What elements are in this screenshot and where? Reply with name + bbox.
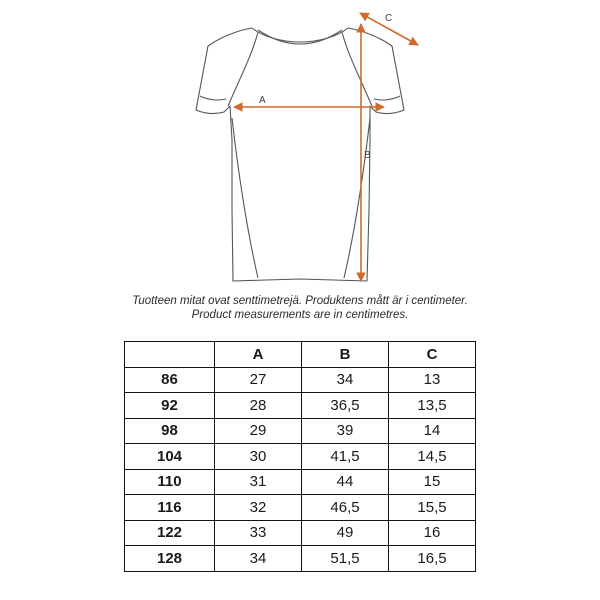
value-c-cell: 14 — [389, 418, 476, 444]
table-row — [125, 393, 476, 419]
size-cell: 92 — [125, 393, 215, 419]
value-c-cell: 13,5 — [389, 393, 476, 419]
value-b-cell: 51,5 — [302, 546, 389, 572]
size-cell: 116 — [125, 495, 215, 521]
table-row — [125, 469, 476, 495]
measurement-caption — [0, 294, 600, 322]
table-row — [125, 367, 476, 393]
value-b-cell: 46,5 — [302, 495, 389, 521]
header-a: A — [215, 342, 302, 368]
value-c-cell: 15 — [389, 469, 476, 495]
table-row — [125, 520, 476, 546]
label-c: C — [385, 13, 393, 24]
value-b-cell: 34 — [302, 367, 389, 393]
value-a-cell: 29 — [215, 418, 302, 444]
value-c-cell: 16 — [389, 520, 476, 546]
header-c: C — [389, 342, 476, 368]
value-a-cell: 31 — [215, 469, 302, 495]
value-a-cell: 30 — [215, 444, 302, 470]
size-cell: 122 — [125, 520, 215, 546]
tshirt-outline — [196, 28, 404, 281]
value-a-cell: 33 — [215, 520, 302, 546]
table-header-row — [125, 342, 476, 368]
size-chart-table — [124, 341, 476, 572]
value-b-cell: 49 — [302, 520, 389, 546]
value-b-cell: 39 — [302, 418, 389, 444]
value-c-cell: 16,5 — [389, 546, 476, 572]
value-a-cell: 28 — [215, 393, 302, 419]
table-row — [125, 546, 476, 572]
value-a-cell: 27 — [215, 367, 302, 393]
value-a-cell: 34 — [215, 546, 302, 572]
value-b-cell: 44 — [302, 469, 389, 495]
caption-line-2: Product measurements are in centimetres. — [191, 309, 409, 321]
size-cell: 86 — [125, 367, 215, 393]
table-row — [125, 418, 476, 444]
size-cell: 128 — [125, 546, 215, 572]
value-b-cell: 36,5 — [302, 393, 389, 419]
value-c-cell: 14,5 — [389, 444, 476, 470]
table-row — [125, 495, 476, 521]
tshirt-measurement-diagram — [0, 0, 600, 295]
label-b: B — [364, 150, 371, 161]
label-a: A — [259, 95, 266, 106]
value-b-cell: 41,5 — [302, 444, 389, 470]
value-c-cell: 15,5 — [389, 495, 476, 521]
caption-line-1: Tuotteen mitat ovat senttimetrejä. Produktens mått är i centimeter. — [132, 295, 468, 307]
size-cell: 104 — [125, 444, 215, 470]
table-row — [125, 444, 476, 470]
size-cell: 110 — [125, 469, 215, 495]
value-c-cell: 13 — [389, 367, 476, 393]
value-a-cell: 32 — [215, 495, 302, 521]
size-cell: 98 — [125, 418, 215, 444]
header-b: B — [302, 342, 389, 368]
header-size — [125, 342, 215, 368]
